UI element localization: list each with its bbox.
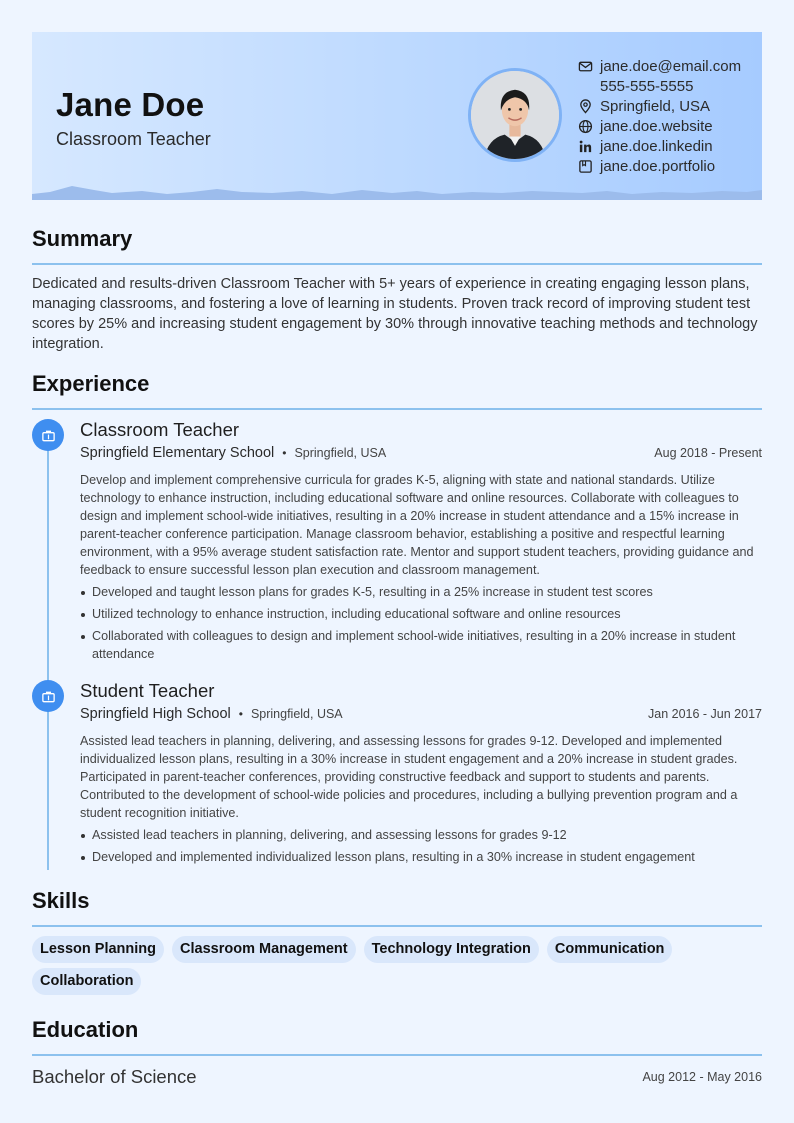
job-title: Student Teacher (80, 680, 215, 701)
skills-heading: Skills (32, 888, 90, 913)
globe-icon (578, 119, 593, 134)
skill-badge: Communication (547, 936, 673, 963)
contact-website-text: jane.doe.website (600, 117, 713, 135)
skill-badge: Collaboration (32, 968, 141, 995)
resume-header (32, 32, 762, 200)
experience-item (80, 419, 762, 667)
list-item: Developed and taught lesson plans for grades K-5, resulting in a 25% increase in student test scores (80, 583, 762, 601)
education-divider (32, 1054, 762, 1056)
linkedin-icon (578, 139, 593, 154)
contact-location-text: Springfield, USA (600, 97, 711, 115)
avatar (468, 68, 562, 162)
candidate-name: Jane Doe (56, 86, 205, 123)
job-meta (80, 706, 762, 732)
timeline-line (47, 432, 49, 870)
job-company: Springfield Elementary School (80, 445, 275, 461)
skill-badge: Technology Integration (364, 936, 539, 963)
job-description: Assisted lead teachers in planning, delivering, and assessing lessons for grades 9-12. Developed and implemented individualized lesson plans, resulting in a 30% increase in student engagement and a 20% increase in student grades. Participated in parent-teacher conferences, providing constructive feedback and support to students and parents. Contributed to the development of school-wide policies and procedures, including a bullying prevention program and a student recognition initiative. (80, 734, 738, 820)
contact-portfolio[interactable] (578, 156, 741, 176)
candidate-title: Classroom Teacher (56, 129, 211, 149)
separator-dot: • (238, 707, 243, 721)
summary-text: Dedicated and results-driven Classroom Teacher with 5+ years of experience in creating engaging lesson plans, managing classrooms, and fostering a love of learning in students. Proven track record of improving student test scores by 25% and increasing student engagement by 30% through innovative teaching methods and technology integration. (32, 276, 758, 352)
experience-heading: Experience (32, 371, 150, 396)
job-bullets (80, 583, 762, 663)
list-item: Developed and implemented individualized lesson plans, resulting in a 30% increase in student engagement (80, 848, 762, 866)
skills-list (32, 936, 766, 1000)
contact-email[interactable] (578, 56, 741, 76)
briefcase-icon (41, 689, 56, 704)
job-company: Springfield High School (80, 706, 231, 722)
education-degree: Bachelor of Science (32, 1066, 197, 1087)
skill-badge: Classroom Management (172, 936, 356, 963)
job-location: Springfield, USA (294, 446, 387, 460)
contact-linkedin-text: jane.doe.linkedin (600, 137, 713, 155)
contact-list (578, 56, 741, 176)
list-item: Assisted lead teachers in planning, delivering, and assessing lessons for grades 9-12 (80, 826, 762, 844)
list-item: Utilized technology to enhance instruction, including educational software and online resources (80, 605, 762, 623)
list-item: Collaborated with colleagues to design and implement school-wide initiatives, resulting in a 20% increase in student attendance (80, 627, 762, 663)
contact-website[interactable] (578, 116, 741, 136)
timeline-marker (32, 680, 64, 712)
job-description: Develop and implement comprehensive curricula for grades K-5, aligning with state and national standards. Utilize technology to enhance instruction, including educational software and online resources. Collaborate with colleagues to design and implement school-wide initiatives, resulting in a 20% increase in student attendance and a 15% increase in parent-teacher conference participation. Manage classroom behavior, establishing a positive and respectful learning environment, with a 95% average student satisfaction rate. Mentor and support student teachers, providing guidance and feedback to ensure successful lesson plan execution and classroom management. (80, 473, 754, 577)
portfolio-icon (578, 159, 593, 174)
contact-email-text: jane.doe@email.com (600, 57, 742, 75)
summary-divider (32, 263, 762, 265)
experience-divider (32, 408, 762, 410)
job-bullets (80, 826, 762, 866)
education-heading: Education (32, 1017, 139, 1042)
contact-linkedin[interactable] (578, 136, 741, 156)
summary-heading: Summary (32, 226, 133, 251)
contact-portfolio-text: jane.doe.portfolio (600, 157, 716, 175)
job-location: Springfield, USA (250, 707, 343, 721)
location-pin-icon (578, 99, 593, 114)
timeline-marker (32, 419, 64, 451)
profile-photo (471, 71, 559, 159)
job-dates: Jan 2016 - Jun 2017 (648, 707, 762, 721)
job-title: Classroom Teacher (80, 419, 240, 440)
skills-divider (32, 925, 762, 927)
contact-phone-text: 555-555-5555 (600, 77, 694, 95)
education-dates: Aug 2012 - May 2016 (642, 1070, 762, 1084)
contact-phone[interactable] (578, 76, 741, 96)
experience-item (80, 680, 762, 870)
contact-location (578, 96, 741, 116)
mail-icon (578, 59, 593, 74)
skill-badge: Lesson Planning (32, 936, 164, 963)
briefcase-icon (41, 428, 56, 443)
job-meta (80, 445, 762, 471)
job-dates: Aug 2018 - Present (654, 446, 762, 460)
header-wave-decoration (32, 180, 762, 200)
separator-dot: • (282, 446, 287, 460)
